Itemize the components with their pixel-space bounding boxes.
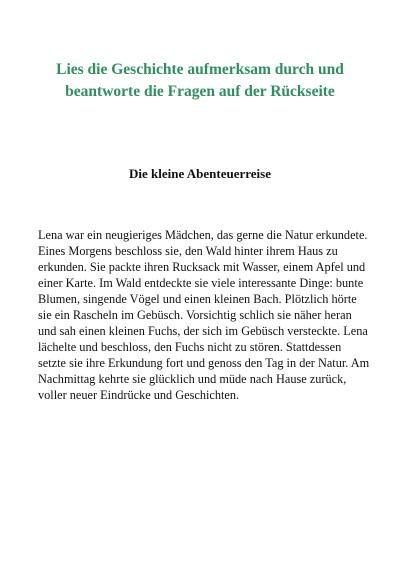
story-title: Die kleine Abenteuerreise xyxy=(128,166,271,181)
story-paragraph: Lena war ein neugieriges Mädchen, das gerne die Natur erkundete. Eines Morgens beschloss sie, den Wald hinter ihrem Haus zu erkunden. Sie packte ihren Rucksack mit Wasser, einem Apfel und einer Karte. Im Wald entdeckte sie viele interessante Dinge: bunte Blumen, singende Vögel und einen kleinen Bach. Plötzlich hörte sie ein Rascheln im Gebüsch. Vorsichtig schlich sie näher heran und sah einen kleinen Fuchs, der sich im Gebüsch versteckte. Lena lächelte und beschloss, den Fuchs nicht zu stören. Stattdessen setzte sie ihre Erkundung fort und genoss den Tag in der Natur. Am Nachmittag kehrte sie glücklich und müde nach Hause zurück, voller neuer Eindrücke und Geschichten. xyxy=(38,228,370,402)
instruction-heading: Lies die Geschichte aufmerksam durch und beantworte die Fragen auf der Rückseite xyxy=(56,61,344,100)
